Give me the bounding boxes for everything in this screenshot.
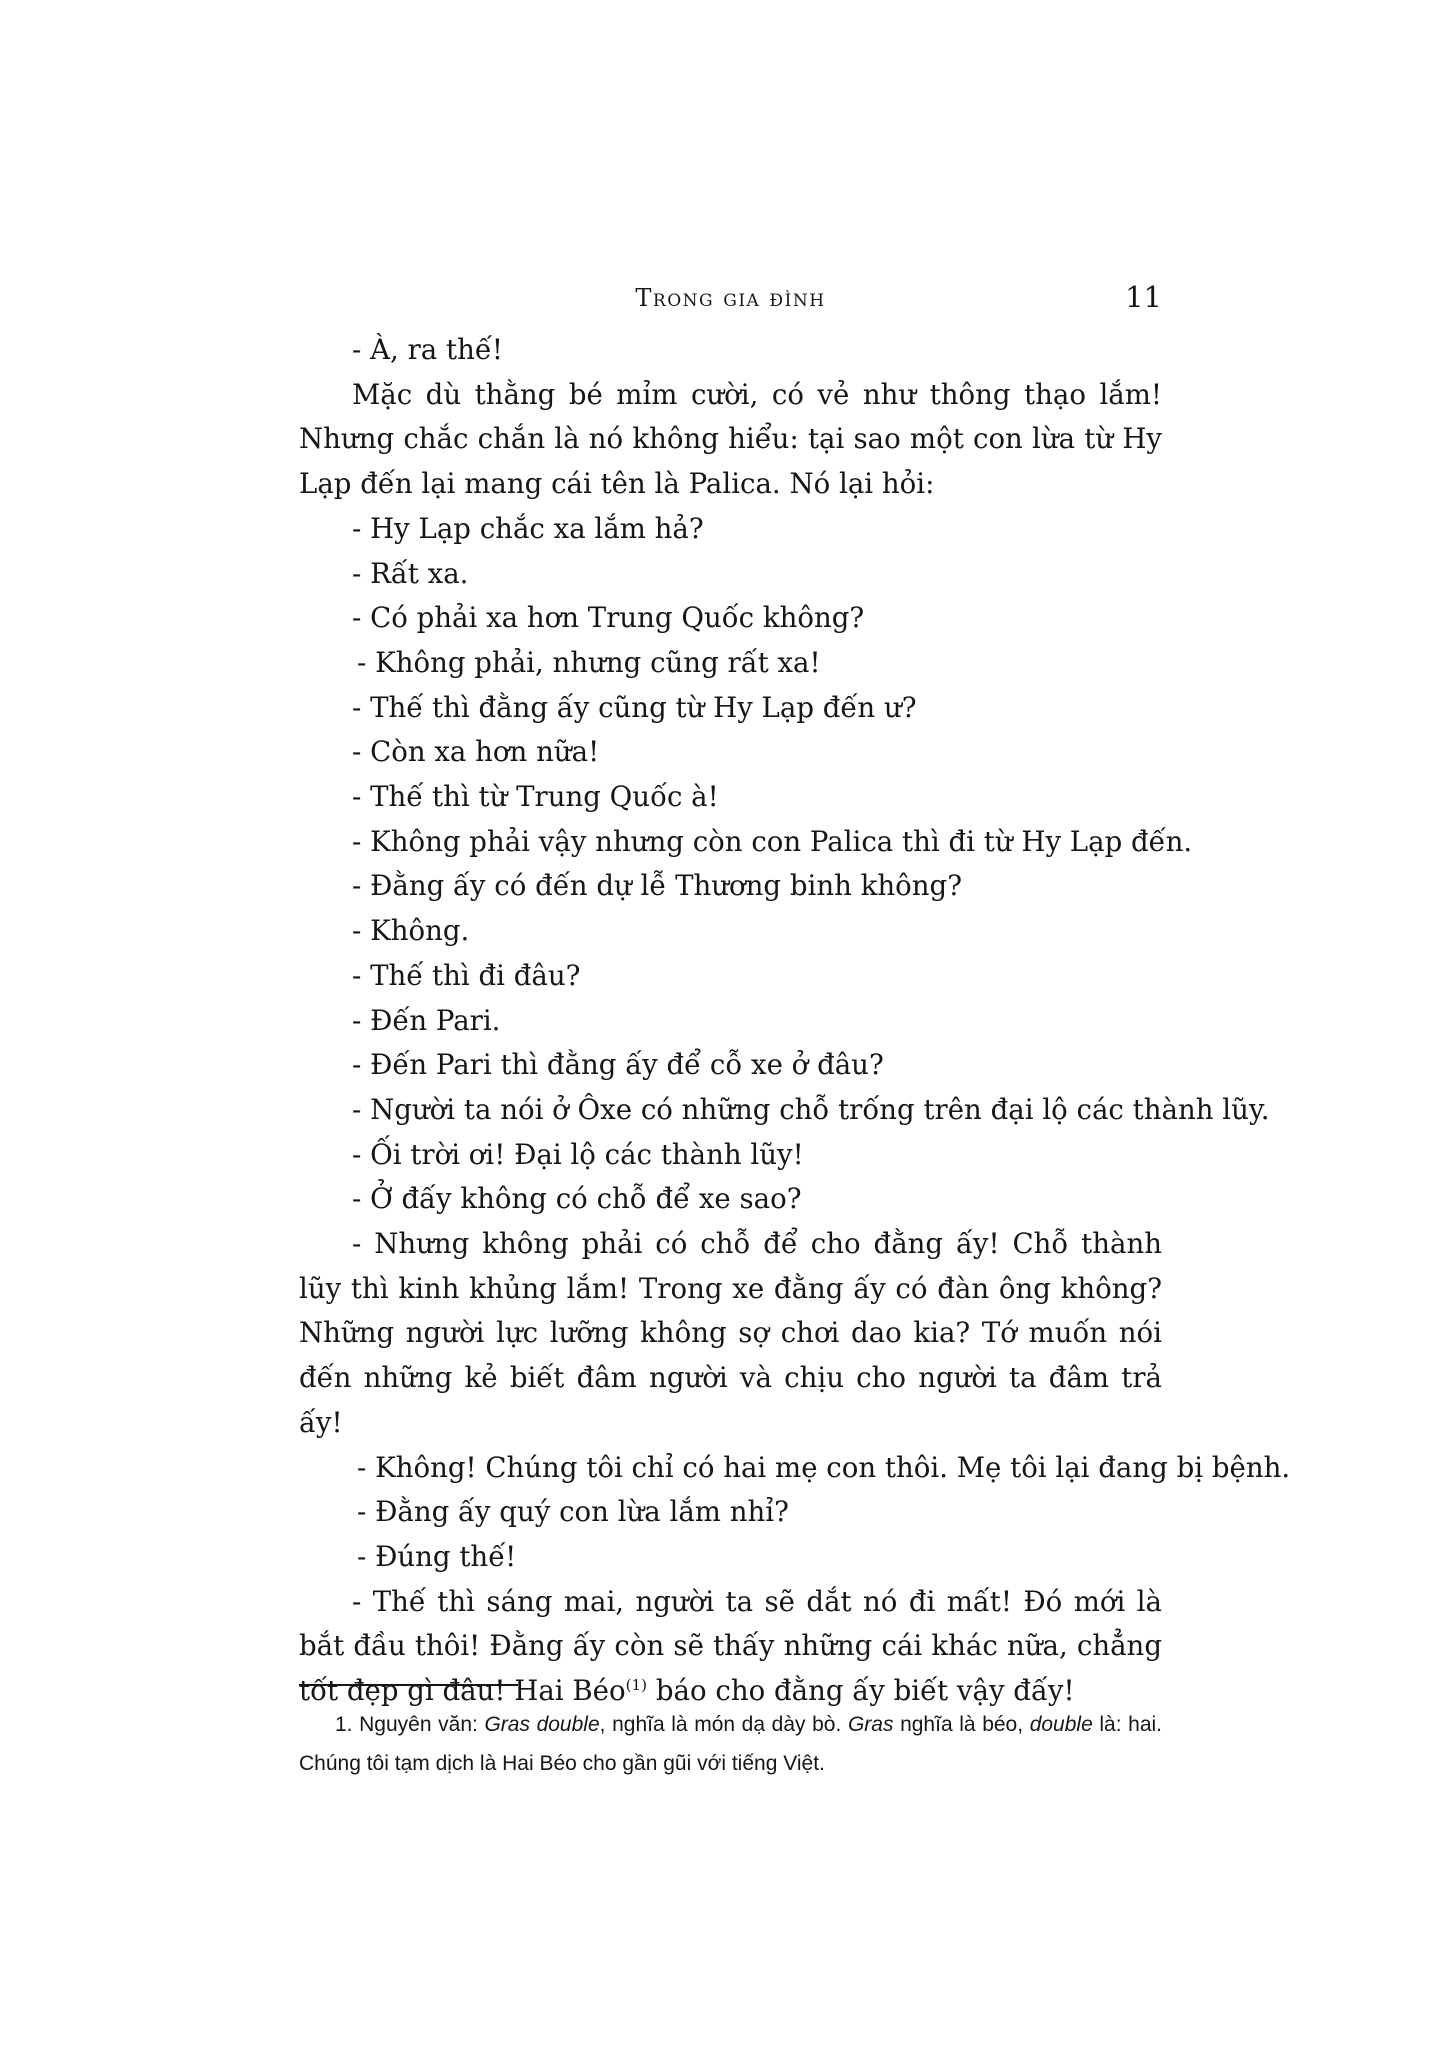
footnote-text: , nghĩa là món dạ dày bò. — [599, 1713, 848, 1736]
dialogue-line: - Hy Lạp chắc xa lắm hả? — [352, 511, 704, 545]
dialogue-line: - Ở đấy không có chỗ để xe sao? — [352, 1182, 802, 1216]
footnote-text: nghĩa là béo, — [893, 1713, 1030, 1736]
dialogue-line: - Đúng thế! — [357, 1539, 517, 1573]
dialogue-line: - Có phải xa hơn Trung Quốc không? — [352, 601, 865, 635]
dialogue-line: - Đến Pari thì đằng ấy để cỗ xe ở đâu? — [352, 1048, 884, 1082]
dialogue-line: - Còn xa hơn nữa! — [352, 735, 600, 769]
footnote-term: Gras — [847, 1713, 894, 1736]
dialogue-line: - Ối trời ơi! Đại lộ các thành lũy! — [352, 1137, 804, 1171]
footnote-number: 1. — [335, 1713, 353, 1736]
footnote-ref: (1) — [625, 1675, 648, 1694]
dialogue-line: - Thế thì từ Trung Quốc à! — [352, 780, 719, 814]
footnote-lead: Nguyên văn: — [359, 1713, 485, 1736]
dialogue-line: - Thế thì đằng ấy cũng từ Hy Lạp đến ư? — [352, 690, 917, 724]
paragraph — [299, 1580, 1162, 1714]
footnote — [299, 1705, 1162, 1783]
dialogue-line: - Đằng ấy có đến dự lễ Thương binh không? — [352, 869, 962, 903]
footnote-term: double — [1029, 1713, 1093, 1736]
dialogue-line: - Đằng ấy quý con lừa lắm nhỉ? — [357, 1495, 789, 1529]
dialogue-line: - Không! Chúng tôi chỉ có hai mẹ con thôi. Mẹ tôi lại đang bị bệnh. — [357, 1450, 1291, 1484]
dialogue-line: - Đến Pari. — [352, 1003, 501, 1037]
dialogue-line: - Thế thì đi đâu? — [352, 958, 581, 992]
dialogue-line: - Không phải, nhưng cũng rất xa! — [357, 645, 821, 679]
paragraph: Mặc dù thằng bé mỉm cười, có vẻ như thông thạo lắm! Nhưng chắc chắn là nó không hiểu: tại sao một con lừa từ Hy Lạp đến lại mang cái tên là Palica. Nó lại hỏi: — [299, 377, 1162, 501]
paragraph: - Nhưng không phải có chỗ để cho đằng ấy! Chỗ thành lũy thì kinh khủng lắm! Trong xe đằng ấy có đàn ông không? Những người lực lưỡng không sợ chơi dao kia? Tớ muốn nói đến những kẻ biết đâm người và chịu cho người ta đâm trả ấy! — [299, 1227, 1162, 1439]
footnote-term: Gras double — [484, 1713, 600, 1736]
running-head: Trong gia đình — [635, 284, 826, 312]
dialogue-line: - Không phải vậy nhưng còn con Palica thì đi từ Hy Lạp đến. — [352, 824, 1193, 858]
page-header — [299, 280, 1162, 330]
dialogue-line: - Người ta nói ở Ôxe có những chỗ trống trên đại lộ các thành lũy. — [352, 1092, 1270, 1126]
body-text — [299, 328, 1291, 1714]
dialogue-line: - À, ra thế! — [352, 333, 503, 366]
paragraph-text: - Thế thì sáng mai, người ta sẽ dắt nó đi mất! Đó mới là bắt đầu thôi! Đằng ấy còn sẽ thấy những cái khác nữa, chẳng tốt đẹp gì đâu! Hai Béo — [299, 1584, 1162, 1708]
footnote-rule — [299, 1684, 518, 1686]
dialogue-line: - Rất xa. — [352, 556, 469, 590]
dialogue-line: - Không. — [352, 914, 470, 948]
footnote-text: là: hai. Chúng tôi tạm dịch là Hai Béo cho gần gũi với tiếng Việt. — [299, 1713, 1163, 1775]
paragraph-text: báo cho đằng ấy biết vậy đấy! — [647, 1674, 1075, 1708]
page-number: 11 — [1125, 280, 1162, 314]
